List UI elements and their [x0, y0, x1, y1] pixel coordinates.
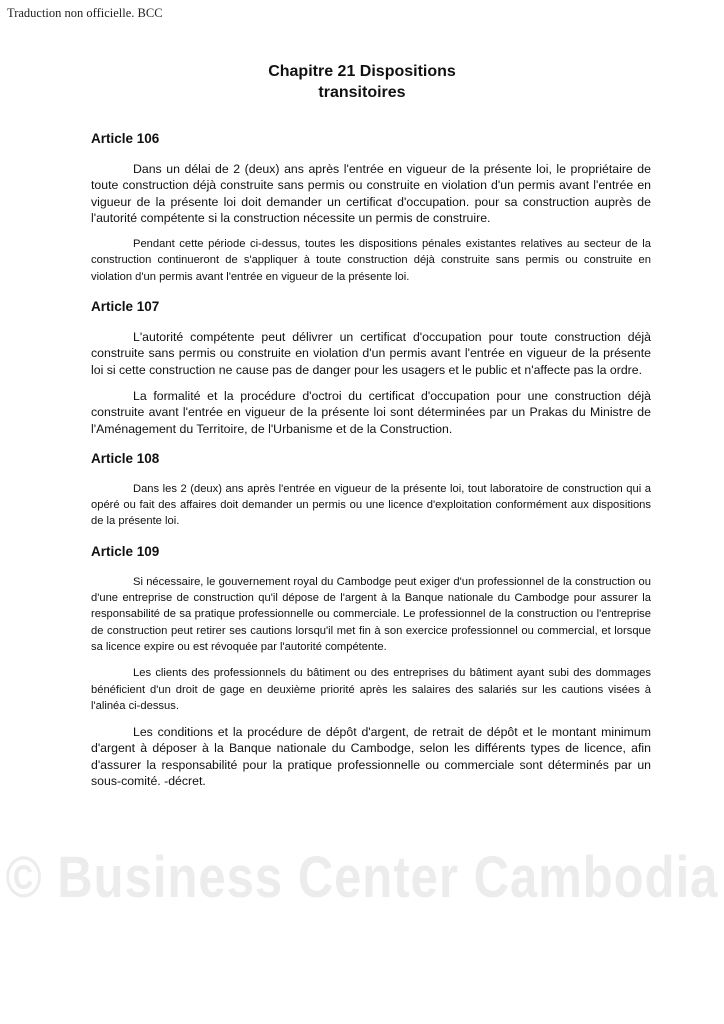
article-paragraph: L'autorité compétente peut délivrer un certificat d'occupation pour toute construction déjà construite sans permis ou construite en violation d'un permis avant l'entrée en vigueur de la présente loi si cette construction ne cause pas de danger pour les usagers et le public et n'affecte pas la ordre. [91, 330, 651, 377]
watermark: © Business Center Cambodia [5, 845, 719, 911]
article-heading: Article 108 [91, 450, 160, 466]
article-107 [91, 299, 651, 437]
article-paragraph: Dans un délai de 2 (deux) ans après l'entrée en vigueur de la présente loi, le propriétaire de toute construction déjà construite sans permis ou construite en violation d'un permis avant l'entrée en vigueur de la présente loi doit demander un certificat d'occupation. pour sa construction auprès de l'autorité compétente si la construction nécessite un permis de construire. [91, 162, 651, 225]
article-paragraph: Les clients des professionnels du bâtiment ou des entreprises du bâtiment ayant subi des dommages bénéficient d'un droit de gage en deuxième priorité après les salaires des salariés sur les cautions visées à l'alinéa ci-dessus. [91, 667, 651, 712]
document-body [91, 131, 651, 789]
article-heading: Article 109 [91, 543, 160, 559]
article-paragraph: Les conditions et la procédure de dépôt d'argent, de retrait de dépôt et le montant minimum d'argent à déposer à la Banque nationale du Cambodge, selon les différents types de licence, afin d'assurer la responsabilité pour la pratique professionnelle ou commerciale sont déterminés par un sous-comité. -décret. [91, 725, 651, 789]
chapter-title [0, 61, 724, 103]
article-108 [91, 451, 651, 530]
article-109 [91, 544, 651, 790]
article-paragraph: Si nécessaire, le gouvernement royal du Cambodge peut exiger d'un professionnel de la construction ou d'une entreprise de construction qu'il dépose de l'argent à la Banque nationale du Cambodge pour assurer la responsabilité de sa pratique professionnelle ou commerciale. Le professionnel de la construction ou l'entreprise de construction peut retirer ses cautions lorsqu'il met fin à son exercice professionnel ou commercial, et lorsque sa licence expire ou est révoquée par l'autorité compétente. [91, 575, 651, 653]
article-paragraph: La formalité et la procédure d'octroi du certificat d'occupation pour une construction déjà construite avant l'entrée en vigueur de la présente loi sont déterminées par un Prakas du Ministre de l'Aménagement du Territoire, de l'Urbanisme et de la Construction. [91, 388, 651, 436]
chapter-title-line-2: transitoires [318, 84, 406, 101]
chapter-title-line-1: Chapitre 21 Dispositions [268, 63, 456, 80]
header-note: Traduction non officielle. BCC [7, 6, 163, 20]
article-paragraph: Pendant cette période ci-dessus, toutes les dispositions pénales existantes relatives au secteur de la construction continueront de s'appliquer à toute construction déjà construite sans permis ou construite en violation d'un permis avant l'entrée en vigueur de la présente loi. [91, 238, 651, 283]
article-heading: Article 107 [91, 299, 160, 315]
article-heading: Article 106 [91, 131, 160, 146]
article-106 [91, 131, 651, 285]
article-paragraph: Dans les 2 (deux) ans après l'entrée en vigueur de la présente loi, tout laboratoire de construction qui a opéré ou fait des affaires doit demander un permis ou une licence d'exploitation conformément aux dispositions de la présente loi. [91, 482, 651, 528]
